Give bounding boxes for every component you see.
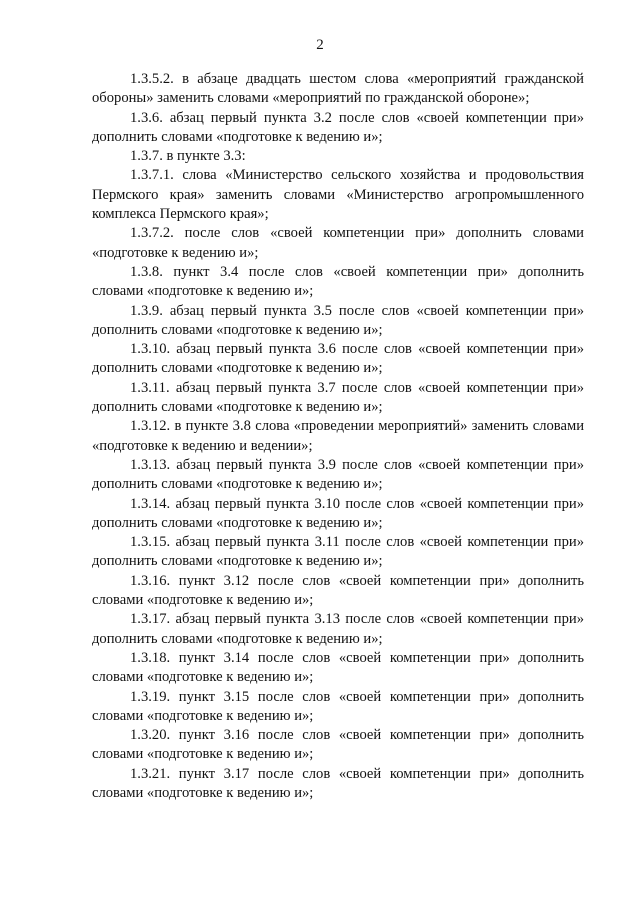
paragraph-1-3-14: 1.3.14. абзац первый пункта 3.10 после слов «своей компетенции при» дополнить словами «подготовке к ведению и»; xyxy=(92,495,584,531)
paragraph-1-3-10: 1.3.10. абзац первый пункта 3.6 после слов «своей компетенции при» дополнить словами «подготовке к ведению и»; xyxy=(92,341,584,377)
page-number: 2 xyxy=(316,37,324,53)
paragraph-1-3-18: 1.3.18. пункт 3.14 после слов «своей компетенции при» дополнить словами «подготовке к ведению и»; xyxy=(92,649,584,686)
paragraph-1-3-13: 1.3.13. абзац первый пункта 3.9 после слов «своей компетенции при» дополнить словами «подготовке к ведению и»; xyxy=(92,456,584,493)
paragraph-1-3-17: 1.3.17. абзац первый пункта 3.13 после слов «своей компетенции при» дополнить словами «подготовке к ведению и»; xyxy=(92,611,584,647)
paragraph-1-3-7-1: 1.3.7.1. слова «Министерство сельского хозяйства и продовольствия Пермского края» заменить словами «Министерство агропромышленного комплекса Пермского края»; xyxy=(92,167,584,223)
paragraph-1-3-21: 1.3.21. пункт 3.17 после слов «своей компетенции при» дополнить словами «подготовке к ведению и»; xyxy=(92,765,584,801)
paragraph-1-3-9: 1.3.9. абзац первый пункта 3.5 после слов «своей компетенции при» дополнить словами «подготовке к ведению и»; xyxy=(92,302,584,338)
paragraph-1-3-6: 1.3.6. абзац первый пункта 3.2 после слов «своей компетенции при» дополнить словами «подготовке к ведению и»; xyxy=(92,109,584,145)
paragraph-1-3-7-2: 1.3.7.2. после слов «своей компетенции при» дополнить словами «подготовке к ведению и»; xyxy=(92,225,584,261)
paragraph-1-3-8: 1.3.8. пункт 3.4 после слов «своей компетенции при» дополнить словами «подготовке к ведению и»; xyxy=(92,263,584,300)
document-body xyxy=(92,70,584,803)
paragraph-1-3-5-2: 1.3.5.2. в абзаце двадцать шестом слова «мероприятий гражданской обороны» заменить словами «мероприятий по гражданской обороне»; xyxy=(92,71,584,107)
paragraph-1-3-7: 1.3.7. в пункте 3.3: xyxy=(130,148,246,165)
paragraph-1-3-15: 1.3.15. абзац первый пункта 3.11 после слов «своей компетенции при» дополнить словами «подготовке к ведению и»; xyxy=(92,534,584,570)
paragraph-1-3-19: 1.3.19. пункт 3.15 после слов «своей компетенции при» дополнить словами «подготовке к ведению и»; xyxy=(92,688,584,724)
paragraph-1-3-20: 1.3.20. пункт 3.16 после слов «своей компетенции при» дополнить словами «подготовке к ведению и»; xyxy=(92,727,584,763)
paragraph-1-3-12: 1.3.12. в пункте 3.8 слова «проведении мероприятий» заменить словами «подготовке к ведению и ведении»; xyxy=(92,418,584,454)
paragraph-1-3-11: 1.3.11. абзац первый пункта 3.7 после слов «своей компетенции при» дополнить словами «подготовке к ведению и»; xyxy=(92,379,584,416)
paragraph-1-3-16: 1.3.16. пункт 3.12 после слов «своей компетенции при» дополнить словами «подготовке к ведению и»; xyxy=(92,572,584,609)
